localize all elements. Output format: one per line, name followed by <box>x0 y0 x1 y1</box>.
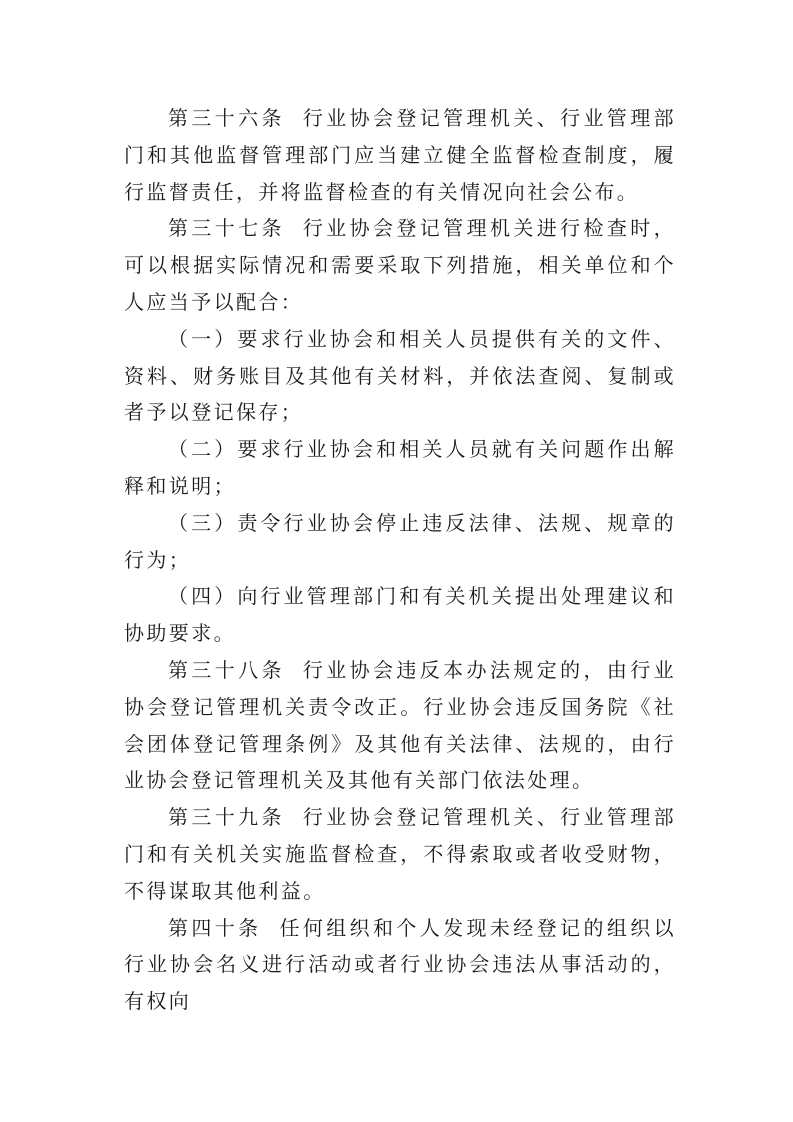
article-37-paragraph <box>124 210 676 320</box>
measure-item-1 <box>124 321 676 431</box>
article-number: 第三十九条 <box>168 805 285 830</box>
article-number: 第三十七条 <box>168 216 285 241</box>
item-text: （一）要求行业协会和相关人员提供有关的文件、资料、财务账目及其他有关材料，并依法查阅、复制或者予以登记保存； <box>124 326 676 425</box>
article-38-paragraph <box>124 652 676 799</box>
article-number: 第四十条 <box>168 915 262 940</box>
item-text: （三）责令行业协会停止违反法律、法规、规章的行为； <box>124 510 676 572</box>
document-page <box>124 100 676 1020</box>
article-text: 行业协会登记管理机关、行业管理部门和有关机关实施监督检查，不得索取或者收受财物，不得谋取其他利益。 <box>124 805 677 903</box>
item-text: （四）向行业管理部门和有关机关提出处理建议和协助要求。 <box>124 584 676 646</box>
article-text: 任何组织和个人发现未经登记的组织以行业协会名义进行活动或者行业协会违法从事活动的，有权向 <box>124 915 676 1014</box>
article-number: 第三十六条 <box>168 106 285 130</box>
article-text: 行业协会违反本办法规定的，由行业协会登记管理机关责令改正。行业协会违反国务院《社会团体登记管理条例》及其他有关法律、法规的，由行业协会登记管理机关及其他有关部门依法处理。 <box>124 657 677 793</box>
article-36-paragraph <box>124 100 676 210</box>
measure-item-2 <box>124 431 676 505</box>
article-text: 行业协会登记管理机关进行检查时，可以根据实际情况和需要采取下列措施，相关单位和个人应当予以配合： <box>124 216 677 314</box>
measure-item-4 <box>124 578 676 652</box>
article-text: 行业协会登记管理机关、行业管理部门和其他监督管理部门应当建立健全监督检查制度，履行监督责任，并将监督检查的有关情况向社会公布。 <box>124 106 677 204</box>
article-39-paragraph <box>124 799 676 909</box>
item-text: （二）要求行业协会和相关人员就有关问题作出解释和说明； <box>124 437 676 498</box>
article-number: 第三十八条 <box>168 657 285 682</box>
measure-item-3 <box>124 505 676 579</box>
article-40-paragraph <box>124 910 676 1020</box>
